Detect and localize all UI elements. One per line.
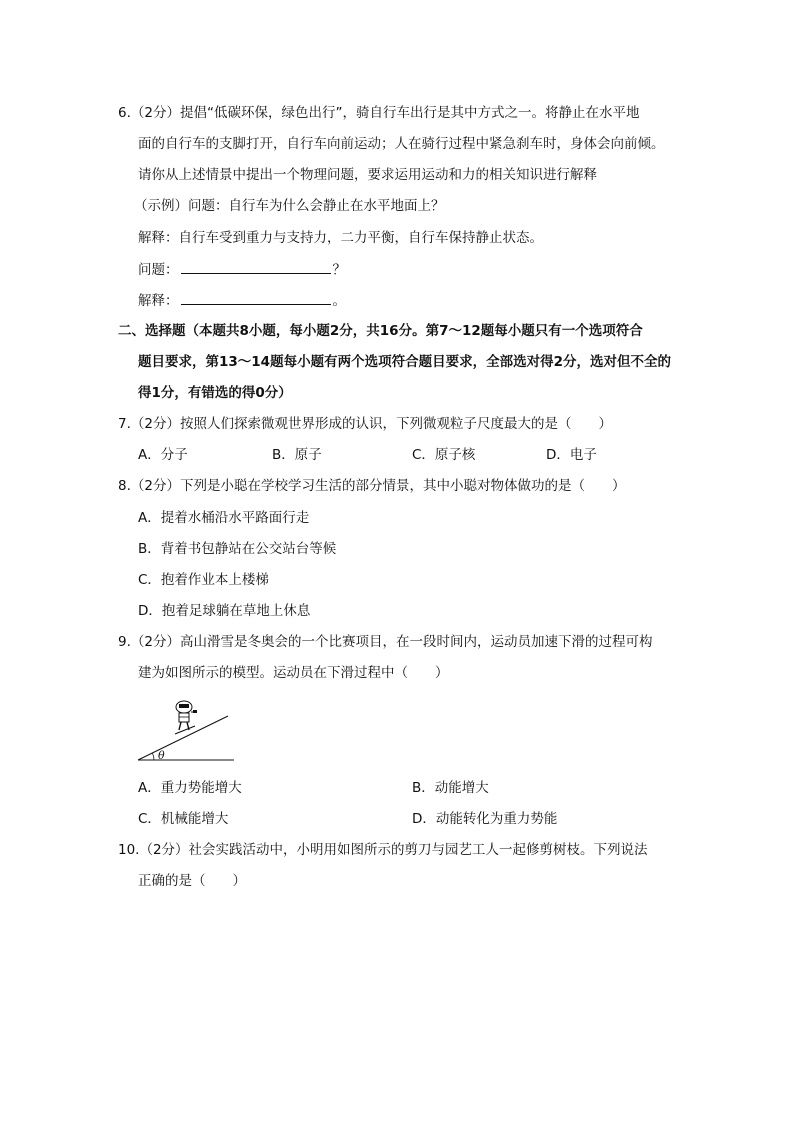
q7-option-a[interactable]: A．分子 <box>138 447 188 463</box>
slope-line <box>138 716 228 760</box>
q8-option-b[interactable]: B．背着书包静站在公交站台等候 <box>138 541 337 557</box>
theta-label: θ <box>158 749 165 762</box>
q6-example-answer: 解释：自行车受到重力与支持力，二力平衡，自行车保持静止状态。 <box>138 230 543 246</box>
q6-question-blank[interactable] <box>181 259 331 274</box>
q6-question-end: ？ <box>332 262 346 278</box>
q9-option-c[interactable]: C．机械能增大 <box>138 811 229 827</box>
q7-option-c[interactable]: C．原子核 <box>412 447 476 463</box>
q7-option-b[interactable]: B．原子 <box>272 447 322 463</box>
q9-option-b[interactable]: B．动能增大 <box>412 780 489 796</box>
q6-line-1: 6.（2分）提倡“低碳环保，绿色出行”，骑自行车出行是其中方式之一。将静止在水平地 <box>118 105 640 121</box>
q6-example-question: （示例）问题：自行车为什么会静止在水平地面上？ <box>134 198 445 214</box>
skier-icon <box>175 701 197 734</box>
q9-option-a[interactable]: A．重力势能增大 <box>138 780 242 796</box>
q8-stem: 8.（2分）下列是小聪在学校学习生活的部分情景，其中小聪对物体做功的是（ ） <box>118 478 626 494</box>
q8-option-c[interactable]: C．抱着作业本上楼梯 <box>138 572 269 588</box>
section2-line-2: 题目要求，第13～14题每小题有两个选项符合题目要求，全部选对得2分，选对但不全的 <box>138 354 671 370</box>
ski-slope-figure <box>136 696 240 766</box>
q6-answer-blank[interactable] <box>181 290 331 305</box>
q6-question-label: 问题： <box>138 262 179 278</box>
q9-line-2: 建为如图所示的模型。运动员在下滑过程中（ ） <box>138 665 449 681</box>
q6-answer-label: 解释： <box>138 293 179 309</box>
section2-line-3: 得1分，有错选的得0分） <box>138 385 292 401</box>
q7-stem: 7.（2分）按照人们探索微观世界形成的认识，下列微观粒子尺度最大的是（ ） <box>118 416 612 432</box>
q6-question-field[interactable] <box>138 259 346 280</box>
q7-option-d[interactable]: D．电子 <box>546 447 597 463</box>
q6-answer-end: 。 <box>332 293 346 309</box>
q6-answer-field[interactable] <box>138 290 346 311</box>
angle-arc <box>152 753 154 760</box>
q10-line-2: 正确的是（ ） <box>138 873 246 889</box>
q8-option-a[interactable]: A．提着水桶沿水平路面行走 <box>138 510 310 526</box>
q10-line-1: 10.（2分）社会实践活动中，小明用如图所示的剪刀与园艺工人一起修剪树枝。下列说法 <box>118 842 648 858</box>
q6-line-2: 面的自行车的支脚打开，自行车向前运动；人在骑行过程中紧急刹车时，身体会向前倾。 <box>138 136 665 152</box>
q6-line-3: 请你从上述情景中提出一个物理问题，要求运用运动和力的相关知识进行解释 <box>138 167 597 183</box>
q9-line-1: 9.（2分）高山滑雪是冬奥会的一个比赛项目，在一段时间内，运动员加速下滑的过程可构 <box>118 634 653 650</box>
section2-line-1: 二、选择题（本题共8小题，每小题2分，共16分。第7～12题每小题只有一个选项符合 <box>118 323 643 339</box>
q9-option-d[interactable]: D．动能转化为重力势能 <box>412 811 558 827</box>
q8-option-d[interactable]: D．抱着足球躺在草地上休息 <box>138 603 311 619</box>
